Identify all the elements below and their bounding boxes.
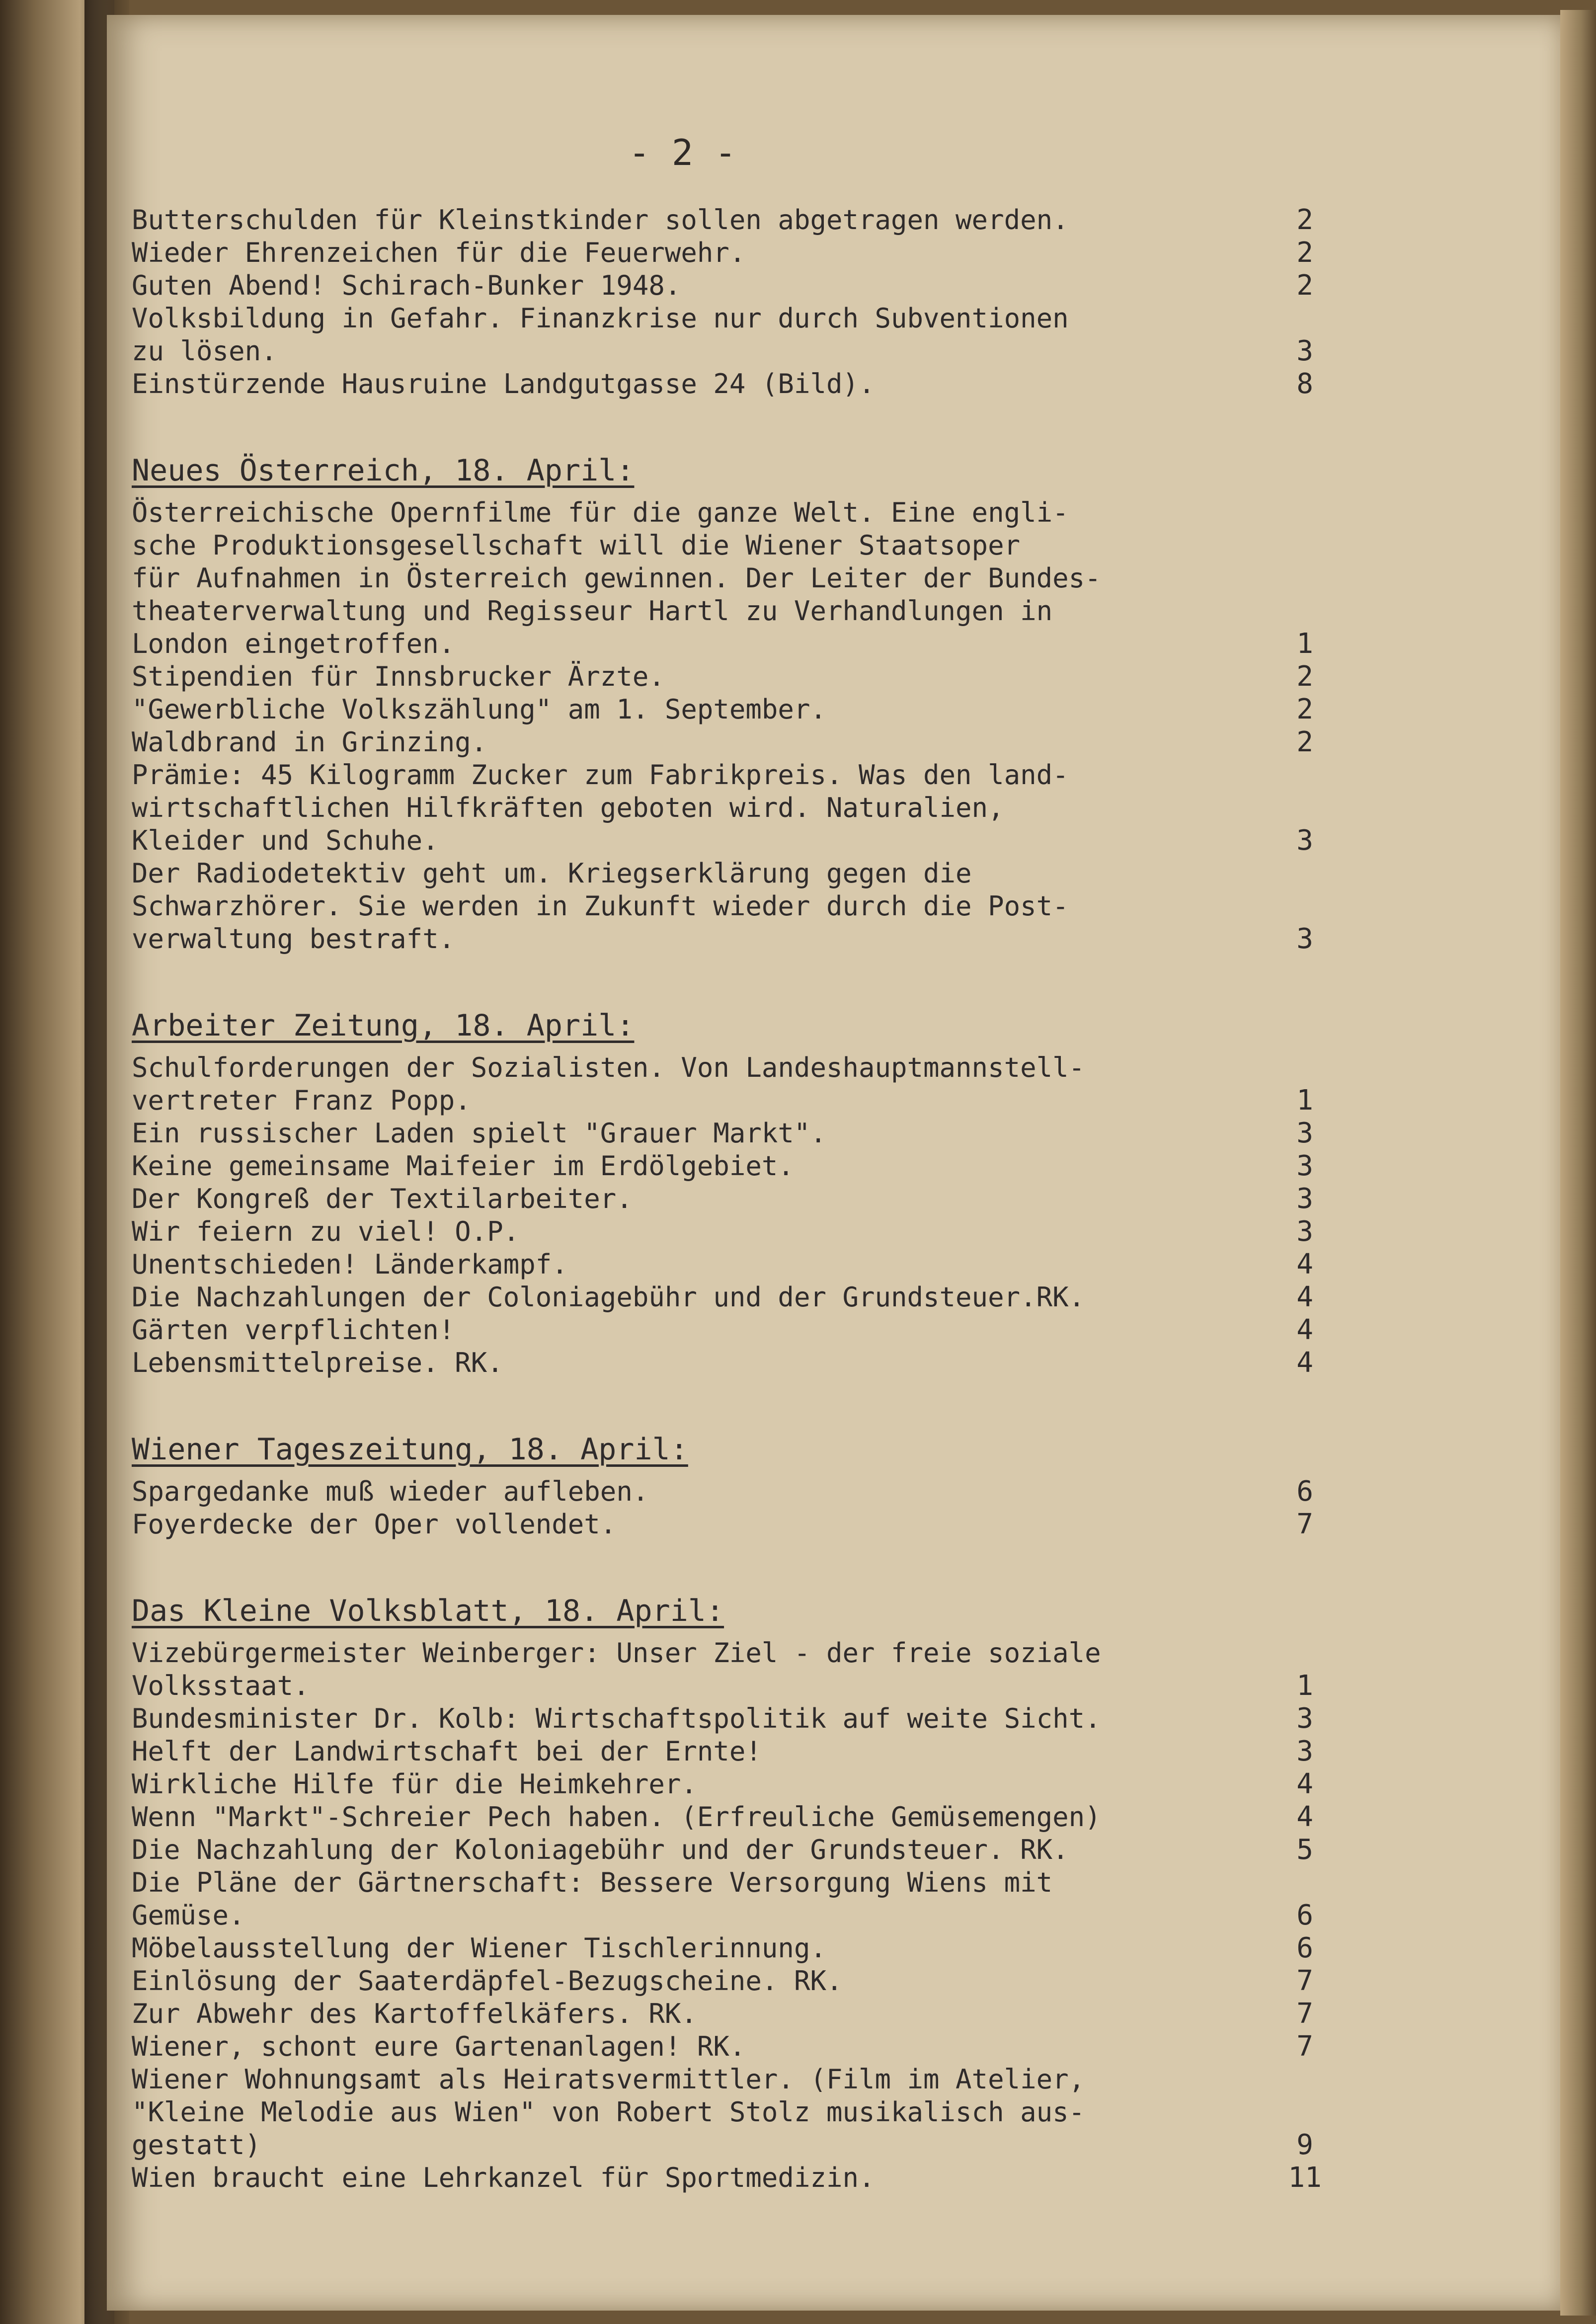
headline-row <box>132 1932 1324 1965</box>
headline-row <box>132 368 1324 401</box>
headline-text: Wir feiern zu viel! O.P. <box>132 1216 520 1247</box>
headline-page-number: 11 <box>1288 2162 1322 2194</box>
headline-row <box>132 1637 1324 1702</box>
headline-row <box>132 1801 1324 1834</box>
headline-text: Keine gemeinsame Maifeier im Erdölgebiet. <box>132 1150 794 1182</box>
headline-row <box>132 204 1324 237</box>
headline-page-number: 7 <box>1296 1965 1313 1997</box>
headline-page-number: 3 <box>1296 1183 1313 1215</box>
headline-row <box>132 1702 1324 1735</box>
headline-page-number: 2 <box>1296 237 1313 269</box>
headline-page-number: 3 <box>1296 923 1313 955</box>
headline-row <box>132 1475 1324 1508</box>
headline-page-number: 1 <box>1296 1670 1313 1702</box>
headline-text: "Gewerbliche Volkszählung" am 1. September. <box>132 694 826 725</box>
headline-page-number: 7 <box>1296 1508 1313 1540</box>
headline-text: Wiener, schont eure Gartenanlagen! RK. <box>132 2031 746 2062</box>
headline-page-number: 1 <box>1296 628 1313 660</box>
headline-row <box>132 1866 1324 1932</box>
headline-text: Wiener Wohnungsamt als Heiratsvermittler. (Film im Atelier, "Kleine Melodie aus Wien" von Robert Stolz musikalisch aus- gestatt) <box>132 2064 1085 2161</box>
headline-text: Lebensmittelpreise. RK. <box>132 1347 503 1378</box>
headline-page-number: 3 <box>1296 1702 1313 1735</box>
newspaper-heading: Neues Österreich, 18. April: <box>132 453 635 488</box>
headline-row <box>132 1281 1324 1314</box>
headline-text: Möbelausstellung der Wiener Tischlerinnung. <box>132 1932 826 1964</box>
newspaper-section <box>132 1593 1324 2194</box>
headline-text: Österreichische Opernfilme für die ganze Welt. Eine engli- sche Produktionsgesellschaft will die Wiener Staatsoper für Aufnahmen in Österreich gewinnen. Der Leiter der Bundes- theaterverwaltung und Regisseur Hartl zu Verhandlungen in London eingetroffen. <box>132 497 1101 659</box>
headline-row <box>132 1051 1324 1117</box>
headline-row <box>132 1998 1324 2030</box>
headline-row <box>132 496 1324 660</box>
headline-text: Butterschulden für Kleinstkinder sollen abgetragen werden. <box>132 204 1069 236</box>
headline-row <box>132 269 1324 302</box>
headline-text: Die Pläne der Gärtnerschaft: Bessere Versorgung Wiens mit Gemüse. <box>132 1867 1053 1931</box>
headline-page-number: 2 <box>1296 726 1313 758</box>
headline-text: Ein russischer Laden spielt "Grauer Markt". <box>132 1118 826 1149</box>
headline-page-number: 4 <box>1296 1281 1313 1313</box>
headline-page-number: 1 <box>1296 1084 1313 1117</box>
headline-page-number: 6 <box>1296 1899 1313 1931</box>
headline-text: Bundesminister Dr. Kolb: Wirtschaftspolitik auf weite Sicht. <box>132 1703 1101 1734</box>
headline-row <box>132 857 1324 956</box>
headline-row <box>132 1248 1324 1281</box>
headline-text: Der Kongreß der Textilarbeiter. <box>132 1183 633 1214</box>
headline-row <box>132 1150 1324 1183</box>
headline-text: Unentschieden! Länderkampf. <box>132 1249 568 1280</box>
headline-page-number: 7 <box>1296 1998 1313 2030</box>
headline-page-number: 9 <box>1296 2129 1313 2161</box>
headline-row <box>132 2063 1324 2162</box>
headline-row <box>132 660 1324 693</box>
newspaper-section <box>132 204 1324 401</box>
newspaper-heading: Wiener Tageszeitung, 18. April: <box>132 1432 688 1467</box>
headline-text: Stipendien für Innsbrucker Ärzte. <box>132 661 665 692</box>
headline-page-number: 3 <box>1296 1117 1313 1149</box>
headline-page-number: 6 <box>1296 1475 1313 1508</box>
headline-row <box>132 1347 1324 1379</box>
headline-row <box>132 693 1324 726</box>
headline-row <box>132 1117 1324 1150</box>
headline-page-number: 8 <box>1296 368 1313 400</box>
press-review-list <box>132 204 1324 2246</box>
headline-text: Vizebürgermeister Weinberger: Unser Ziel - der freie soziale Volksstaat. <box>132 1637 1101 1701</box>
newspaper-section <box>132 1008 1324 1379</box>
headline-row <box>132 302 1324 368</box>
headline-row <box>132 1183 1324 1215</box>
headline-row <box>132 1508 1324 1541</box>
headline-page-number: 5 <box>1296 1834 1313 1866</box>
headline-text: Wirkliche Hilfe für die Heimkehrer. <box>132 1768 697 1800</box>
headline-row <box>132 2162 1324 2194</box>
headline-page-number: 4 <box>1296 1347 1313 1379</box>
headline-page-number: 7 <box>1296 2030 1313 2063</box>
headline-text: Zur Abwehr des Kartoffelkäfers. RK. <box>132 1998 697 2029</box>
headline-page-number: 4 <box>1296 1314 1313 1346</box>
headline-page-number: 2 <box>1296 204 1313 236</box>
headline-row <box>132 1735 1324 1768</box>
headline-row <box>132 1314 1324 1347</box>
headline-text: Der Radiodetektiv geht um. Kriegserklärung gegen die Schwarzhörer. Sie werden in Zukunft wieder durch die Post- verwaltung bestraft. <box>132 858 1069 955</box>
newspaper-heading: Arbeiter Zeitung, 18. April: <box>132 1008 635 1043</box>
headline-text: Wenn "Markt"-Schreier Pech haben. (Erfreuliche Gemüsemengen) <box>132 1801 1101 1833</box>
headline-text: Schulforderungen der Sozialisten. Von Landeshauptmannstell- vertreter Franz Popp. <box>132 1052 1085 1116</box>
page-edge-stack <box>1560 10 1596 2316</box>
headline-text: Volksbildung in Gefahr. Finanzkrise nur durch Subventionen zu lösen. <box>132 303 1069 367</box>
page-number: - 2 - <box>629 132 736 173</box>
headline-page-number: 3 <box>1296 1215 1313 1248</box>
newspaper-section <box>132 453 1324 956</box>
headline-row <box>132 237 1324 269</box>
headline-page-number: 4 <box>1296 1801 1313 1833</box>
headline-page-number: 2 <box>1296 693 1313 725</box>
headline-page-number: 3 <box>1296 1150 1313 1182</box>
headline-page-number: 3 <box>1296 1735 1313 1767</box>
headline-row <box>132 1834 1324 1866</box>
headline-text: Guten Abend! Schirach-Bunker 1948. <box>132 270 681 301</box>
headline-text: Die Nachzahlungen der Coloniagebühr und der Grundsteuer.RK. <box>132 1282 1085 1313</box>
headline-page-number: 2 <box>1296 660 1313 693</box>
headline-page-number: 4 <box>1296 1248 1313 1281</box>
headline-text: Prämie: 45 Kilogramm Zucker zum Fabrikpreis. Was den land- wirtschaftlichen Hilfkräften geboten wird. Naturalien, Kleider und Schuhe. <box>132 759 1069 856</box>
headline-text: Wieder Ehrenzeichen für die Feuerwehr. <box>132 237 746 268</box>
headline-page-number: 6 <box>1296 1932 1313 1964</box>
headline-text: Foyerdecke der Oper vollendet. <box>132 1509 617 1540</box>
headline-text: Wien braucht eine Lehrkanzel für Sportmedizin. <box>132 2162 875 2193</box>
headline-row <box>132 759 1324 857</box>
newspaper-heading: Das Kleine Volksblatt, 18. April: <box>132 1594 724 1628</box>
headline-text: Einstürzende Hausruine Landgutgasse 24 (Bild). <box>132 368 875 400</box>
headline-text: Einlösung der Saaterdäpfel-Bezugscheine. RK. <box>132 1965 843 1997</box>
headline-row <box>132 2030 1324 2063</box>
headline-page-number: 3 <box>1296 824 1313 857</box>
headline-text: Gärten verpflichten! <box>132 1314 455 1346</box>
headline-page-number: 2 <box>1296 269 1313 302</box>
headline-page-number: 4 <box>1296 1768 1313 1800</box>
headline-text: Helft der Landwirtschaft bei der Ernte! <box>132 1736 762 1767</box>
headline-text: Spargedanke muß wieder aufleben. <box>132 1476 649 1507</box>
headline-text: Waldbrand in Grinzing. <box>132 726 487 758</box>
newspaper-section <box>132 1432 1324 1541</box>
headline-text: Die Nachzahlung der Koloniagebühr und der Grundsteuer. RK. <box>132 1834 1069 1865</box>
headline-row <box>132 1965 1324 1998</box>
headline-page-number: 3 <box>1296 335 1313 367</box>
headline-row <box>132 1768 1324 1801</box>
headline-row <box>132 1215 1324 1248</box>
headline-row <box>132 726 1324 759</box>
